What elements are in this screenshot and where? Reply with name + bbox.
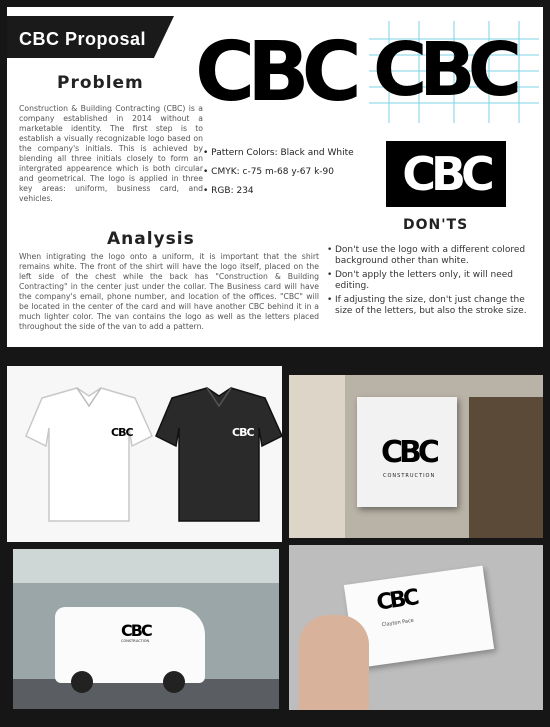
grid-logo-text: CBC bbox=[373, 27, 515, 113]
road bbox=[13, 679, 279, 709]
spec-pattern-colors: • Pattern Colors: Black and White bbox=[203, 148, 354, 158]
black-shirt-logo: CBC bbox=[232, 426, 254, 439]
page-title: CBC Proposal bbox=[19, 29, 147, 49]
business-card-mockup bbox=[289, 545, 543, 710]
van-wheel-back bbox=[163, 671, 185, 693]
donts-list bbox=[327, 245, 542, 320]
donts-heading: DON'TS bbox=[403, 217, 469, 233]
inverted-logo-text: CBC bbox=[402, 147, 490, 201]
white-polo-icon bbox=[26, 388, 152, 521]
black-polo-icon bbox=[156, 388, 282, 521]
logo-construction-grid bbox=[369, 21, 539, 123]
van-logo: CBC bbox=[121, 621, 151, 640]
van-wheel-front bbox=[71, 671, 93, 693]
card-name: Clayton Pace bbox=[381, 617, 415, 629]
spec-cmyk: • CMYK: c-75 m-68 y-67 k-90 bbox=[203, 167, 334, 177]
analysis-text: When intigrating the logo onto a uniform, it is important that the shirt remains white. The front of the shirt will have the logo itself, placed on the left side of the chest while the back has "Construction & Building Contracting" in the center just under the collar. The Business card will have the company's email, phone number, and location of the offices. "CBC" will be located in the center of the card and will have another CBC behind it in a much lighter color. The van contains the logo as well as the letters placed throughout the side of the van to add a pattern. bbox=[19, 252, 319, 331]
problem-text: Construction & Building Contracting (CBC) is a company established in 2014 without a marketable identity. The first step is to establish a visually recognizable logo based on the company's initials. This is achieved by blending all three initials closely to form an intergrated appearence which is both circular and geometrical. The logo is applied in three key areas: uniform, business card, and vehicles. bbox=[19, 104, 203, 203]
sign-logo: CBC bbox=[381, 435, 436, 470]
spec-rgb: • RGB: 234 bbox=[203, 186, 254, 196]
van-mockup bbox=[13, 549, 279, 709]
color-specs bbox=[203, 148, 354, 205]
inverted-logo bbox=[386, 141, 506, 207]
hand bbox=[299, 615, 369, 710]
van-subtext: CONSTRUCTION bbox=[121, 639, 150, 643]
analysis-heading: Analysis bbox=[107, 229, 195, 249]
primary-logo bbox=[195, 21, 360, 131]
spec-rgb-text: RGB: 234 bbox=[211, 186, 254, 196]
shirt-mockup bbox=[7, 366, 282, 542]
problem-heading: Problem bbox=[57, 73, 144, 93]
sign-subtext: CONSTRUCTION bbox=[383, 473, 436, 479]
white-shirt-logo: CBC bbox=[111, 426, 133, 439]
donts-item: • Don't apply the letters only, it will need editing. bbox=[327, 270, 542, 292]
wall-sign bbox=[357, 397, 457, 507]
sign-mockup bbox=[289, 375, 543, 538]
building-window bbox=[469, 397, 543, 538]
sky bbox=[13, 549, 279, 583]
card-logo: CBC bbox=[374, 585, 419, 616]
proposal-card bbox=[7, 7, 543, 347]
primary-logo-text: CBC bbox=[195, 25, 354, 120]
donts-item: • If adjusting the size, don't just change the size of the letters, but also the stroke size. bbox=[327, 295, 542, 317]
spec-cmyk-text: CMYK: c-75 m-68 y-67 k-90 bbox=[211, 167, 334, 177]
polo-shirts-image bbox=[7, 366, 282, 542]
building-pillar bbox=[289, 375, 345, 538]
spec-pattern-colors-text: Pattern Colors: Black and White bbox=[211, 148, 354, 158]
donts-item: • Don't use the logo with a different colored background other than white. bbox=[327, 245, 542, 267]
